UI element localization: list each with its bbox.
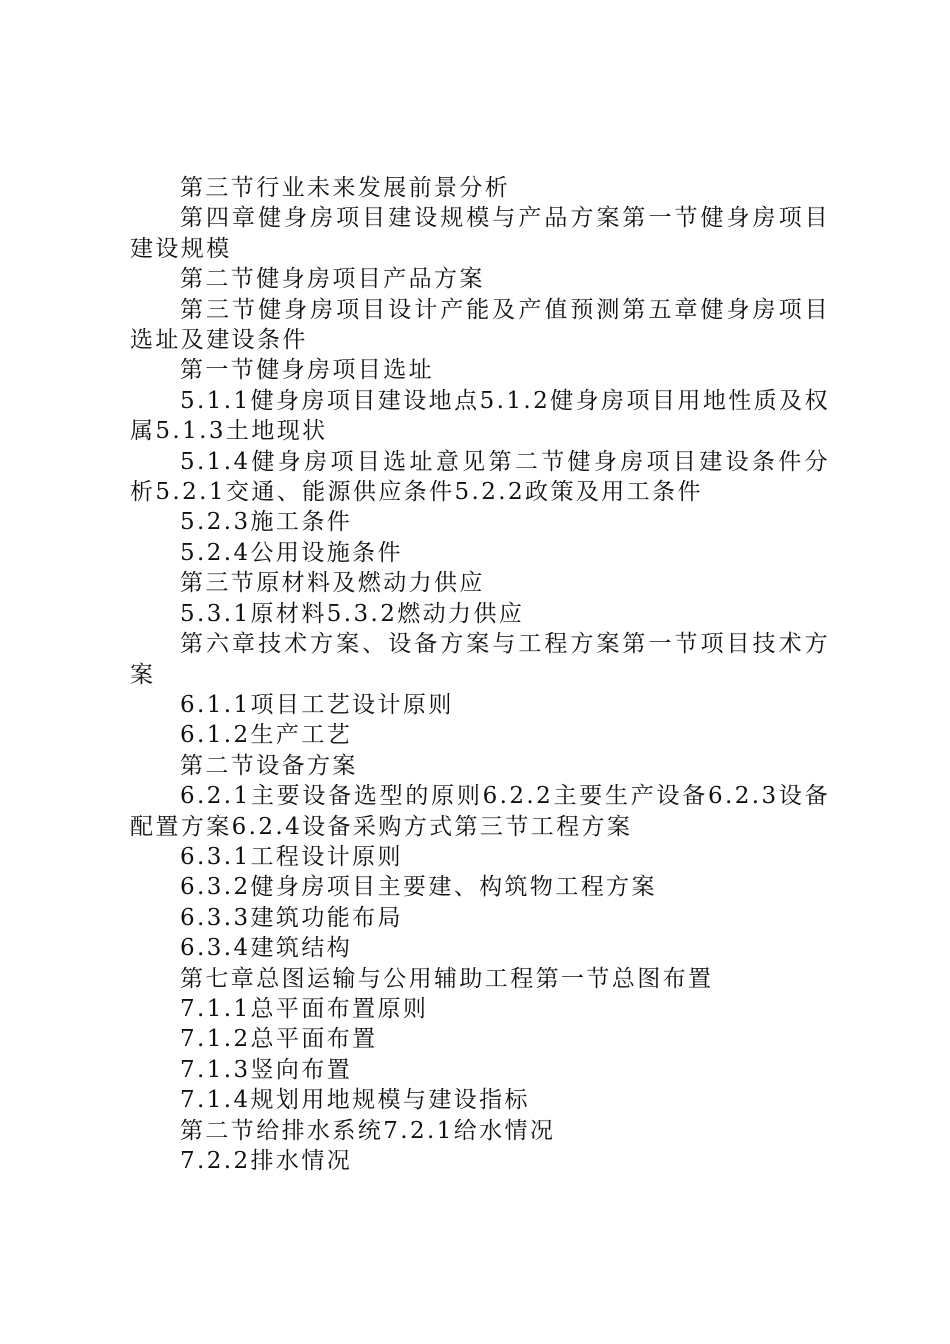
toc-line: 6.3.2健身房项目主要建、构筑物工程方案 <box>180 874 657 901</box>
toc-line: 第四章健身房项目建设规模与产品方案第一节健身房项目建设规模 <box>130 205 830 262</box>
toc-line: 5.2.4公用设施条件 <box>180 539 403 566</box>
toc-line: 5.1.4健身房项目选址意见第二节健身房项目建设条件分析5.2.1交通、能源供应条件5.2.2政策及用工条件 <box>130 448 830 506</box>
toc-line: 5.3.1原材料5.3.2燃动力供应 <box>180 600 525 627</box>
toc-line: 6.3.4建筑结构 <box>180 935 353 962</box>
toc-line: 第二节设备方案 <box>180 752 358 779</box>
toc-line: 第三节行业未来发展前景分析 <box>180 175 511 201</box>
toc-line: 5.2.3施工条件 <box>180 509 353 536</box>
toc-line: 第一节健身房项目选址 <box>180 357 434 384</box>
toc-line: 7.2.2排水情况 <box>180 1148 353 1174</box>
toc-line: 7.1.3竖向布置 <box>180 1056 353 1083</box>
toc-line: 6.1.1项目工艺设计原则 <box>180 691 454 718</box>
toc-line: 第二节健身房项目产品方案 <box>180 266 485 293</box>
toc-line: 6.2.1主要设备选型的原则6.2.2主要生产设备6.2.3设备配置方案6.2.4设备采购方式第三节工程方案 <box>130 783 830 840</box>
toc-line: 第二节给排水系统7.2.1给水情况 <box>180 1117 556 1144</box>
table-of-contents <box>130 173 830 1176</box>
toc-line: 7.1.4规划用地规模与建设指标 <box>180 1087 530 1114</box>
toc-line: 第六章技术方案、设备方案与工程方案第一节项目技术方案 <box>130 631 830 688</box>
toc-line: 7.1.1总平面布置原则 <box>180 995 429 1022</box>
toc-line: 5.1.1健身房项目建设地点5.1.2健身房项目用地性质及权属5.1.3土地现状 <box>130 387 830 445</box>
toc-line: 第三节原材料及燃动力供应 <box>180 570 485 597</box>
toc-line: 6.3.3建筑功能布局 <box>180 904 403 931</box>
toc-line: 6.1.2生产工艺 <box>180 722 353 749</box>
toc-line: 第七章总图运输与公用辅助工程第一节总图布置 <box>180 965 714 992</box>
toc-line: 6.3.1工程设计原则 <box>180 843 403 870</box>
toc-line: 第三节健身房项目设计产能及产值预测第五章健身房项目选址及建设条件 <box>130 296 830 354</box>
toc-line: 7.1.2总平面布置 <box>180 1026 378 1053</box>
